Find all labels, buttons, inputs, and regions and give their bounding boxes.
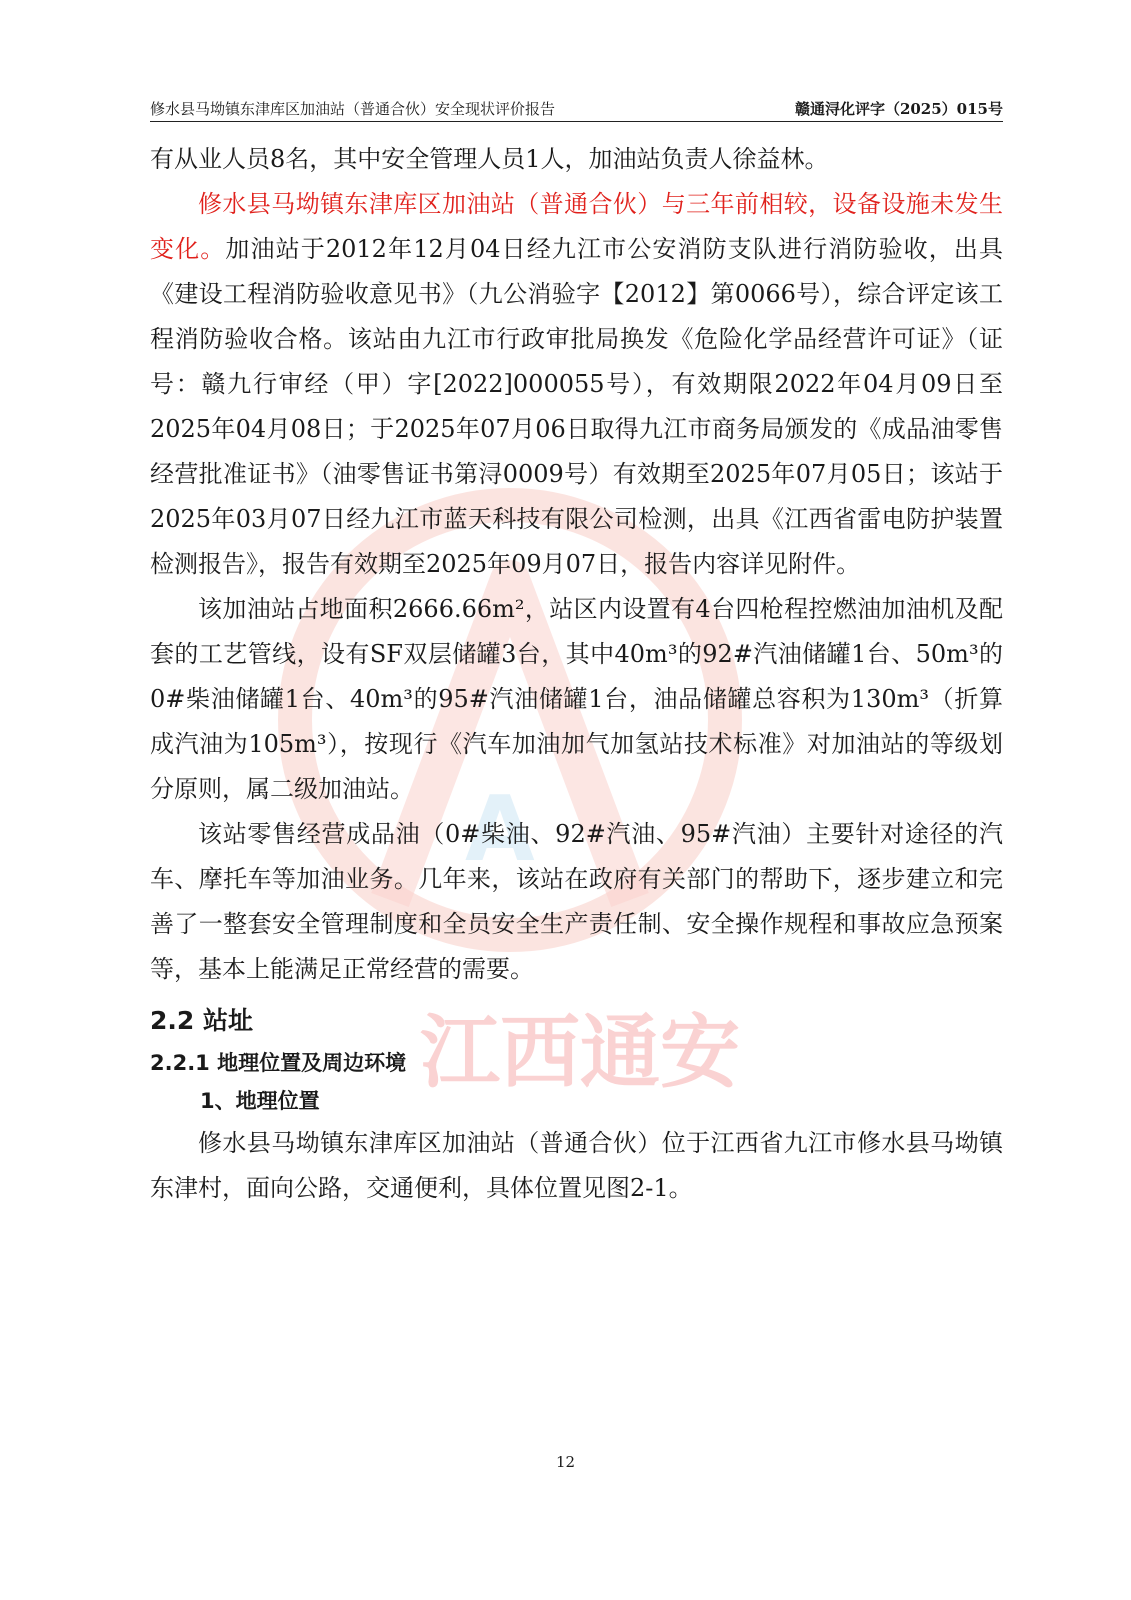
paragraph-staff: 有从业人员8名，其中安全管理人员1人，加油站负责人徐益林。 <box>150 145 829 173</box>
paragraph-business: 该站零售经营成品油（0#柴油、92#汽油、95#汽油）主要针对途径的汽车、摩托车等加油业务。几年来，该站在政府有关部门的帮助下，逐步建立和完善了一整套安全管理制度和全员安全生产责任制、安全操作规程和事故应急预案等，基本上能满足正常经营的需要。 <box>150 820 1003 983</box>
highlight-no-change: 修水县马坳镇东津库区加油站（普通合伙）与三年前相较，设备设施未发生变化。 <box>150 190 1003 263</box>
page-number: 12 <box>555 1453 576 1471</box>
svg-text:A: A <box>465 777 535 882</box>
paragraph-licenses <box>150 182 1003 587</box>
item-heading-location: 1、地理位置 <box>200 1089 320 1113</box>
paragraph-equipment: 该加油站占地面积2666.66m²，站区内设置有4台四枪程控燃油加油机及配套的工艺管线，设有SF双层储罐3台，其中40m³的92#汽油储罐1台、50m³的0#柴油储罐1台、40m³的95#汽油储罐1台，油品储罐总容积为130m³（折算成汽油为105m³），按现行《汽车加油加气加氢站技术标准》对加油站的等级划分原则，属二级加油站。 <box>150 595 1003 803</box>
header-doc-number: 赣通浔化评字（2025）015号 <box>794 100 1003 118</box>
svg-text:江西通安: 江西通安 <box>420 1006 740 1099</box>
header-title: 修水县马坳镇东津库区加油站（普通合伙）安全现状评价报告 <box>150 100 556 118</box>
body-content <box>150 137 1003 1211</box>
running-header <box>150 96 1003 122</box>
paragraph-licenses-text: 加油站于2012年12月04日经九江市公安消防支队进行消防验收，出具《建设工程消防验收意见书》（九公消验字【2012】第0066号），综合评定该工程消防验收合格。该站由九江市行政审批局换发《危险化学品经营许可证》（证号：赣九行审经（甲）字[2022]000055号），有效期限2022年04月09日至2025年04月08日；于2025年07月06日取得九江市商务局颁发的《成品油零售经营批准证书》（油零售证书第浔0009号）有效期至2025年07月05日；该站于2025年03月07日经九江市蓝天科技有限公司检测，出具《江西省雷电防护装置检测报告》，报告有效期至2025年09月07日，报告内容详见附件。 <box>150 235 1004 578</box>
section-heading-site: 2.2 站址 <box>150 1006 253 1035</box>
paragraph-location: 修水县马坳镇东津库区加油站（普通合伙）位于江西省九江市修水县马坳镇东津村，面向公路，交通便利，具体位置见图2-1。 <box>150 1129 1003 1202</box>
subsection-heading-location: 2.2.1 地理位置及周边环境 <box>150 1051 407 1075</box>
